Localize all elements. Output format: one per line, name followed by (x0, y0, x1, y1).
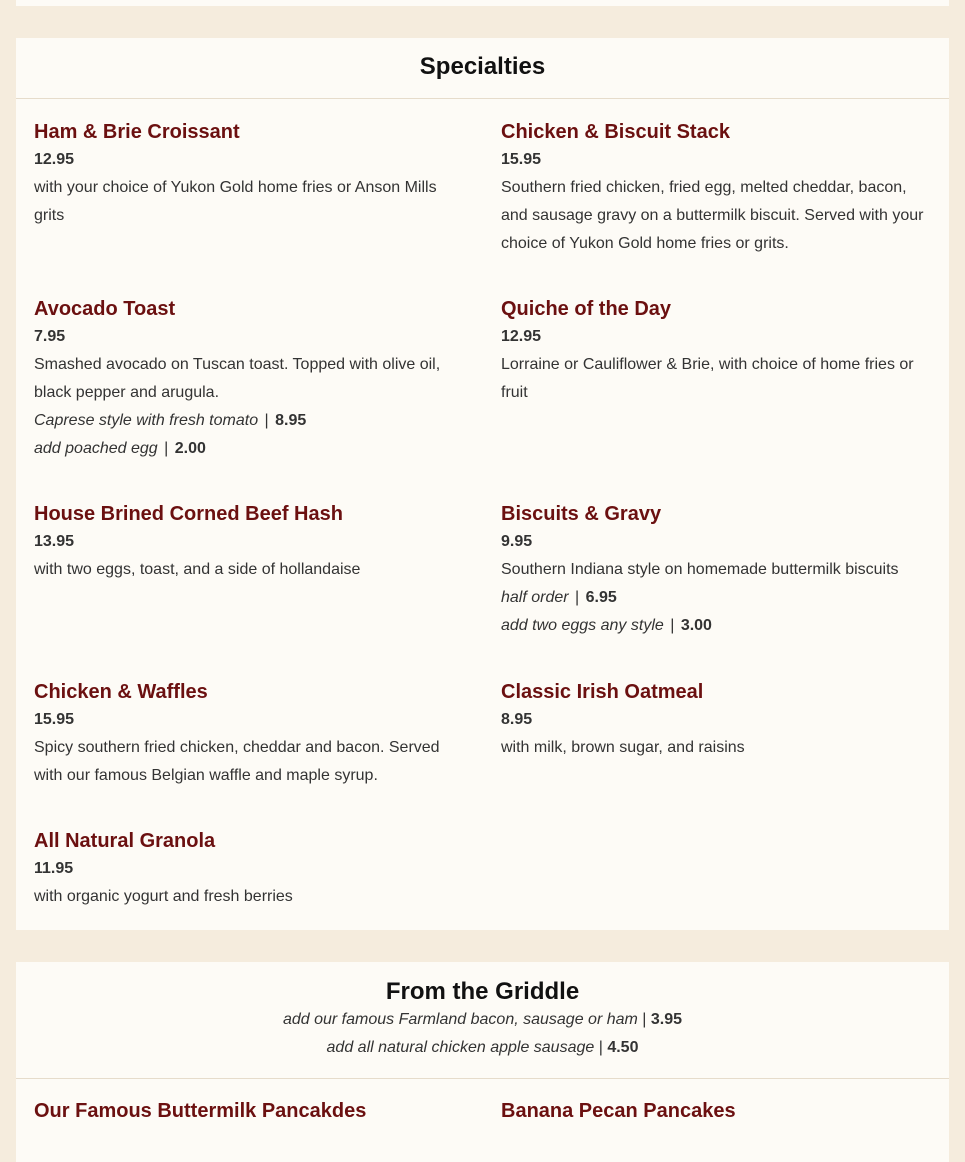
section-title: Specialties (419, 53, 546, 80)
section-note: add all natural chicken apple sausage | 4.50 (326, 1039, 639, 1056)
addon-label: half order (501, 589, 569, 606)
menu-item (34, 1097, 454, 1125)
item-description: Southern Indiana style on homemade buttermilk biscuits (501, 561, 899, 578)
item-price: 7.95 (34, 328, 66, 345)
note-price: 3.95 (650, 1011, 683, 1028)
item-description: with milk, brown sugar, and raisins (501, 739, 745, 756)
item-name: Our Famous Buttermilk Pancakdes (34, 1100, 367, 1122)
section-note: add our famous Farmland bacon, sausage or ham | 3.95 (282, 1011, 683, 1028)
menu-item (34, 827, 454, 911)
addon-label: add poached egg (34, 440, 158, 457)
menu-item (501, 678, 921, 762)
note-label: add all natural chicken apple sausage (326, 1039, 595, 1056)
addon-label: Caprese style with fresh tomato (34, 412, 259, 429)
addon-label: add two eggs any style (501, 617, 664, 634)
menu-item (34, 295, 454, 463)
addon-price: 6.95 (585, 589, 617, 606)
item-name: Quiche of the Day (501, 298, 672, 320)
griddle-section (16, 962, 949, 1162)
item-description: Southern fried chicken, fried egg, melted cheddar, bacon, and sausage gravy on a buttermilk biscuit. Served with your choice of Yukon Gold home fries or grits. (501, 179, 924, 252)
item-description: with two eggs, toast, and a side of hollandaise (34, 561, 361, 578)
item-description: Lorraine or Cauliflower & Brie, with choice of home fries or fruit (501, 356, 914, 401)
item-description: Smashed avocado on Tuscan toast. Topped with olive oil, black pepper and arugula. (34, 356, 441, 401)
addon-price: 8.95 (275, 412, 307, 429)
previous-section-bottom (16, 0, 949, 6)
item-addon: half order | 6.95 (501, 589, 617, 606)
menu-item (501, 118, 931, 258)
item-price: 12.95 (501, 328, 542, 345)
item-name: All Natural Granola (34, 830, 216, 852)
item-price: 13.95 (34, 533, 75, 550)
item-name: Banana Pecan Pancakes (501, 1100, 736, 1122)
item-name: Chicken & Biscuit Stack (501, 121, 730, 143)
item-price: 15.95 (501, 151, 542, 168)
item-description: with your choice of Yukon Gold home fries or Anson Mills grits (34, 179, 437, 224)
menu-item (34, 500, 454, 584)
item-addon: add poached egg | 2.00 (34, 440, 206, 457)
item-price: 12.95 (34, 151, 75, 168)
item-name: House Brined Corned Beef Hash (34, 503, 343, 525)
item-description: with organic yogurt and fresh berries (34, 888, 293, 905)
item-name: Biscuits & Gravy (501, 503, 662, 525)
note-price: 4.50 (607, 1039, 639, 1056)
section-title: From the Griddle (385, 978, 580, 1005)
item-addon: Caprese style with fresh tomato | 8.95 (34, 412, 307, 429)
menu-item (34, 678, 454, 790)
menu-item (501, 500, 921, 640)
note-label: add our famous Farmland bacon, sausage or ham (282, 1011, 638, 1028)
item-price: 11.95 (34, 860, 74, 877)
item-name: Chicken & Waffles (34, 681, 208, 703)
griddle-header (16, 962, 949, 1079)
menu-item (501, 295, 921, 407)
addon-price: 2.00 (174, 440, 206, 457)
item-description: Spicy southern fried chicken, cheddar and bacon. Served with our famous Belgian waffle and maple syrup. (34, 739, 440, 784)
specialties-header (16, 38, 949, 99)
item-addon: add two eggs any style | 3.00 (501, 617, 712, 634)
item-price: 9.95 (501, 533, 533, 550)
menu-item (501, 1097, 921, 1125)
item-name: Ham & Brie Croissant (34, 121, 240, 143)
menu-item (34, 118, 454, 230)
item-name: Classic Irish Oatmeal (501, 681, 704, 703)
item-price: 15.95 (34, 711, 75, 728)
item-price: 8.95 (501, 711, 533, 728)
item-name: Avocado Toast (34, 298, 176, 320)
addon-price: 3.00 (680, 617, 712, 634)
specialties-section (16, 38, 949, 930)
